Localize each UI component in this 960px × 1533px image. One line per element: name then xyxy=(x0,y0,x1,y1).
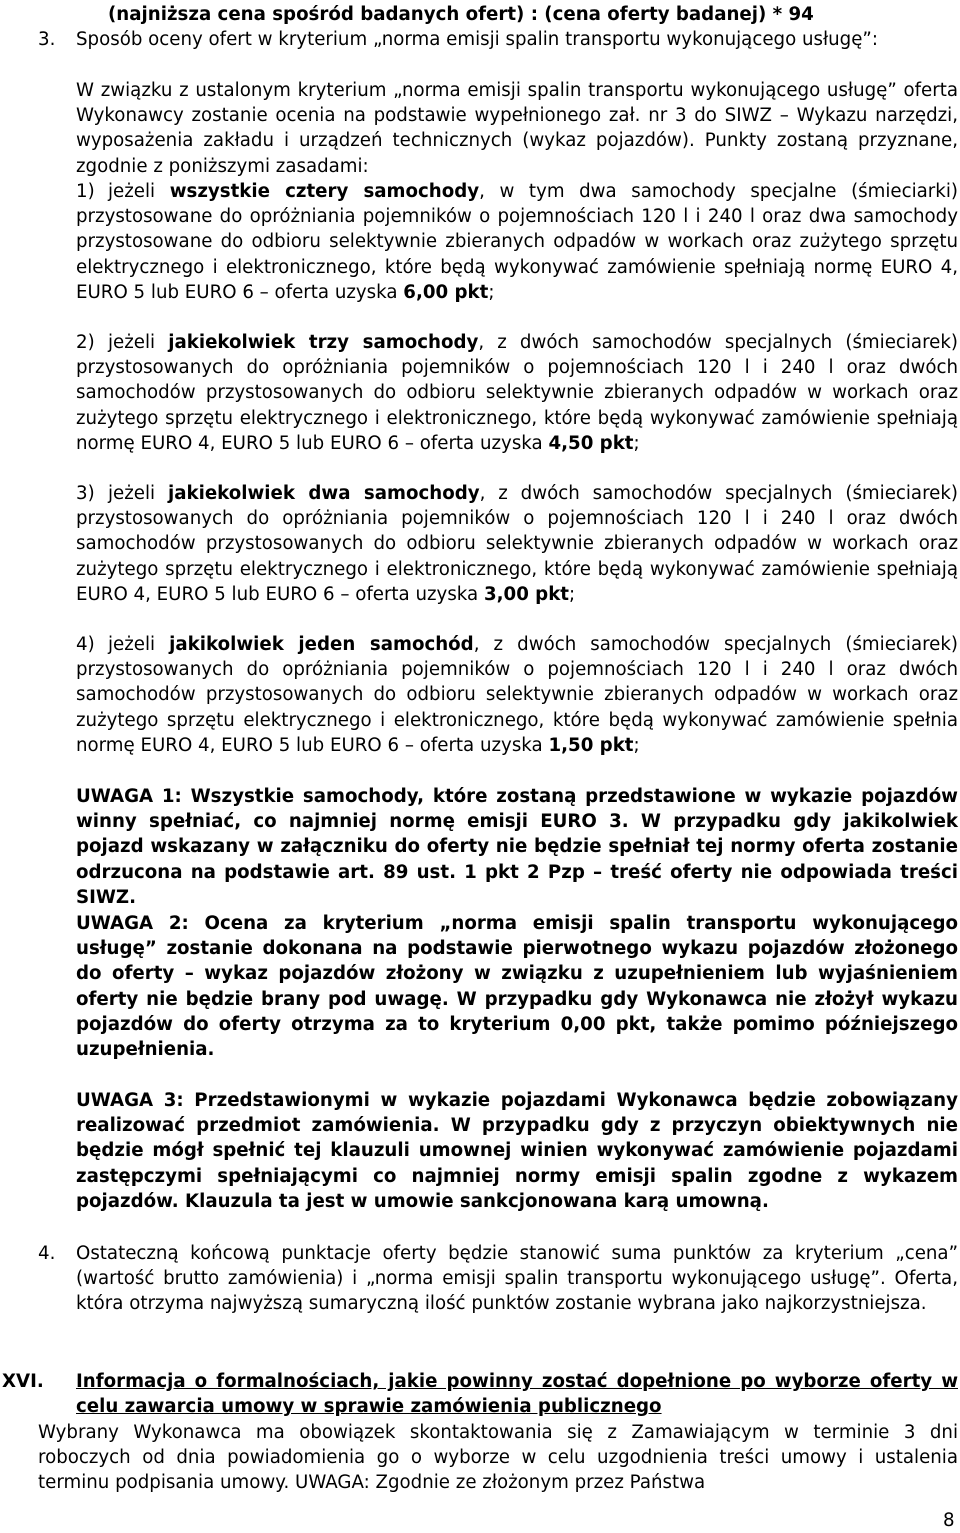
rule-3-number: 3) xyxy=(76,483,95,504)
section-16-body: Wybrany Wykonawca ma obowiązek skontaktowania się z Zamawiającym w terminie 3 dni roboczych od dnia powiadomienia go o wyborze w celu uzgodnienia treści umowy i ustalenia terminu podpisania umowy. UWAGA: Zgodnie ze złożonym przez Państwa xyxy=(38,1422,958,1494)
item-4-text: Ostateczną końcową punktacje oferty będzie stanowić suma punktów za kryterium „cena” (wartość brutto zamówienia) i „norma emisji spalin transportu wykonującego usługę”. Oferta, która otrzyma najwyższą sumaryczną ilość punktów zostanie wybrana jako najkorzystniejsza. xyxy=(76,1243,958,1315)
rule-4-text: jeżeli jakikolwiek jeden samochód, z dwóch samochodów specjalnych (śmieciarek) przystosowanych do opróżniania pojemników o pojemnościach 120 l i 240 l oraz dwóch samochodów przystosowanych do odbioru selektywnie zbieranych odpadów w workach oraz zużytego sprzętu elektrycznego i elektronicznego, które będą wykonywać zamówienie spełnia normę EURO 4, EURO 5 lub EURO 6 – oferta uzyska 1,50 pkt; xyxy=(76,634,958,756)
uwaga-2: UWAGA 2: Ocena za kryterium „norma emisji spalin transportu wykonującego usługę” zostanie dokonana na podstawie pierwotnego wykazu pojazdów złożonego do oferty – wykaz pojazdów złożony w związku z uzupełnieniem lub wyjaśnieniem oferty nie będzie brany pod uwagę. W przypadku gdy Wykonawca nie złożył wykazu pojazdów do oferty otrzyma za to kryterium 0,00 pkt, także pomimo późniejszego uzupełnienia. xyxy=(76,913,958,1061)
uwaga-1: UWAGA 1: Wszystkie samochody, które zostaną przedstawione w wykazie pojazdów winny spełniać, co najmniej normę emisji EURO 3. W przypadku gdy jakikolwiek pojazd wskazany w załączniku do oferty nie będzie spełniał tej normy oferta zostanie odrzucona na podstawie art. 89 ust. 1 pkt 2 Pzp – treść oferty nie odpowiada treści SIWZ. xyxy=(76,786,958,908)
rule-3-text: jeżeli jakiekolwiek dwa samochody, z dwóch samochodów specjalnych (śmieciarek) przystosowanych do opróżniania pojemników o pojemnościach 120 l i 240 l oraz dwóch samochodów przystosowanych do odbioru selektywnie zbieranych odpadów w workach oraz zużytego sprzętu elektrycznego i elektronicznego, które będą wykonywać zamówienie spełniają EURO 4, EURO 5 lub EURO 6 – oferta uzyska 3,00 pkt; xyxy=(76,483,958,605)
item-3-body: W związku z ustalonym kryterium „norma emisji spalin transportu wykonującego usługę” oferta Wykonawcy zostanie ocenia na podstawie wypełnionego zał. nr 3 do SIWZ – Wykazu narzędzi, wyposażenia zakładu i urządzeń technicznych (wykaz pojazdów). Punkty zostaną przyznane, zgodnie z poniższymi zasadami: xyxy=(76,80,958,177)
page-number: 8 xyxy=(943,1510,955,1531)
item-3-intro: Sposób oceny ofert w kryterium „norma emisji spalin transportu wykonującego usługę”: xyxy=(76,29,878,50)
rule-1-number: 1) xyxy=(76,181,95,202)
formula-line: (najniższa cena spośród badanych ofert) : (cena oferty badanej) * 94 xyxy=(108,4,814,25)
section-16-number: XVI. xyxy=(2,1371,44,1392)
item-3-number: 3. xyxy=(38,29,56,50)
rule-1-text: jeżeli wszystkie cztery samochody, w tym dwa samochody specjalne (śmieciarki) przystosowane do opróżniania pojemników o pojemnościach 120 l i 240 l oraz dwa samochody przystosowane do odbioru selektywnie zbieranych odpadów w workach oraz zużytego sprzętu elektrycznego i elektronicznego, które będą wykonywać zamówienie spełniają normę EURO 4, EURO 5 lub EURO 6 – oferta uzyska 6,00 pkt; xyxy=(76,181,958,303)
rule-2-number: 2) xyxy=(76,332,95,353)
rule-4-number: 4) xyxy=(76,634,95,655)
uwaga-3: UWAGA 3: Przedstawionymi w wykazie pojazdami Wykonawca będzie zobowiązany realizować przedmiot zamówienia. W przypadku gdy z przyczyn obiektywnych nie będzie mógł spełnić tej klauzuli umownej winien wykonywać zamówienie pojazdami zastępczymi spełniającymi co najmniej normy emisji spalin zgodne z wykazem pojazdów. Klauzula ta jest w umowie sankcjonowana karą umowną. xyxy=(76,1090,958,1212)
item-4-number: 4. xyxy=(38,1243,56,1264)
section-16-title: Informacja o formalnościach, jakie powinny zostać dopełnione po wyborze oferty w celu zawarcia umowy w sprawie zamówienia publicznego xyxy=(76,1371,958,1418)
rule-2-text: jeżeli jakiekolwiek trzy samochody, z dwóch samochodów specjalnych (śmieciarek) przystosowanych do opróżniania pojemników o pojemnościach 120 l i 240 l oraz dwóch samochodów przystosowanych do odbioru selektywnie zbieranych odpadów w workach oraz zużytego sprzętu elektrycznego i elektronicznego, które będą wykonywać zamówienie spełniają normę EURO 4, EURO 5 lub EURO 6 – oferta uzyska 4,50 pkt; xyxy=(76,332,958,454)
